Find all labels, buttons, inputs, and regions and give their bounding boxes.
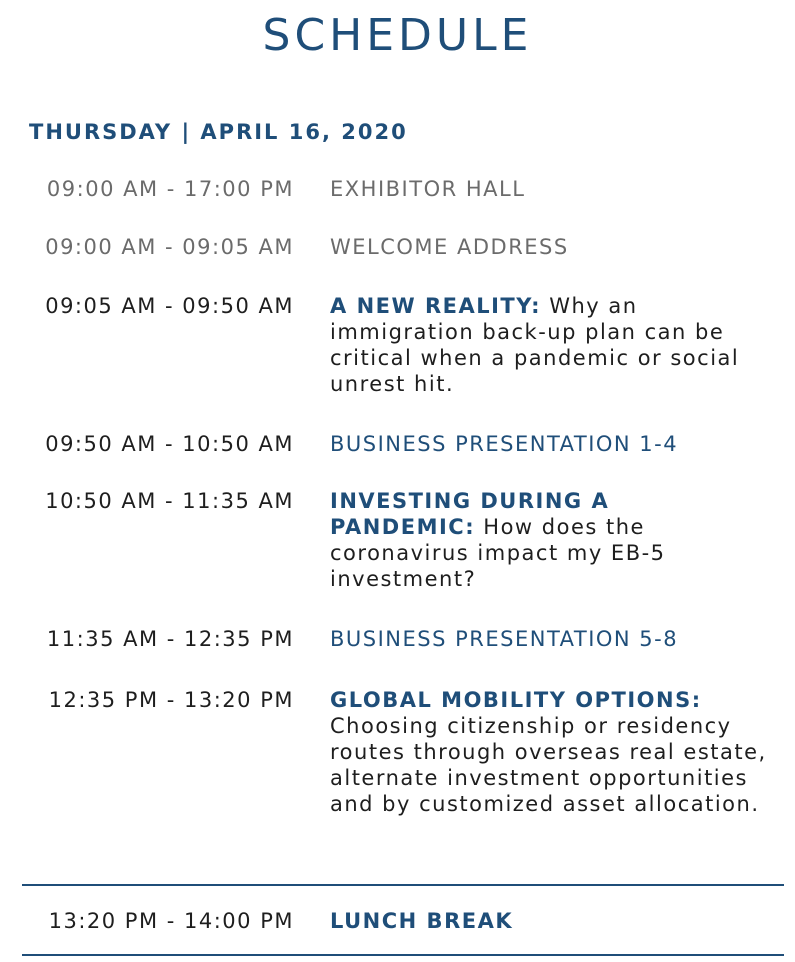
session-time: 09:05 AM - 09:50 AM [45, 294, 294, 318]
day-heading: THURSDAY | APRIL 16, 2020 [29, 120, 408, 144]
session-title: A NEW REALITY: [330, 294, 542, 318]
session-title: INVESTING DURING A PANDEMIC: [330, 489, 610, 539]
session-event [330, 687, 770, 817]
session-time: 13:20 PM - 14:00 PM [48, 909, 294, 933]
session-time: 09:00 AM - 17:00 PM [46, 177, 294, 201]
session-event [330, 488, 730, 592]
session-time: 09:50 AM - 10:50 AM [45, 432, 294, 456]
divider-top [22, 884, 784, 886]
divider-bottom [22, 954, 784, 956]
session-title: BUSINESS PRESENTATION 5-8 [330, 627, 679, 651]
session-title: LUNCH BREAK [330, 909, 514, 933]
session-time: 12:35 PM - 13:20 PM [48, 688, 294, 712]
session-title: GLOBAL MOBILITY OPTIONS: [330, 688, 702, 712]
page-title: SCHEDULE [262, 10, 533, 61]
session-description: Choosing citizenship or residency routes through overseas real estate, alternate investment opportunities and by customized asset allocation. [330, 714, 767, 816]
session-time: 10:50 AM - 11:35 AM [45, 489, 294, 513]
session-title: BUSINESS PRESENTATION 1-4 [330, 432, 679, 456]
session-description: Why an immigration back-up plan can be critical when a pandemic or social unrest hit. [330, 294, 740, 396]
session-time: 09:00 AM - 09:05 AM [45, 235, 294, 259]
session-description: How does the coronavirus impact my EB-5 investment? [330, 515, 666, 591]
session-title: EXHIBITOR HALL [330, 177, 526, 201]
session-title: WELCOME ADDRESS [330, 235, 569, 259]
session-event [330, 293, 780, 397]
session-time: 11:35 AM - 12:35 PM [46, 627, 294, 651]
